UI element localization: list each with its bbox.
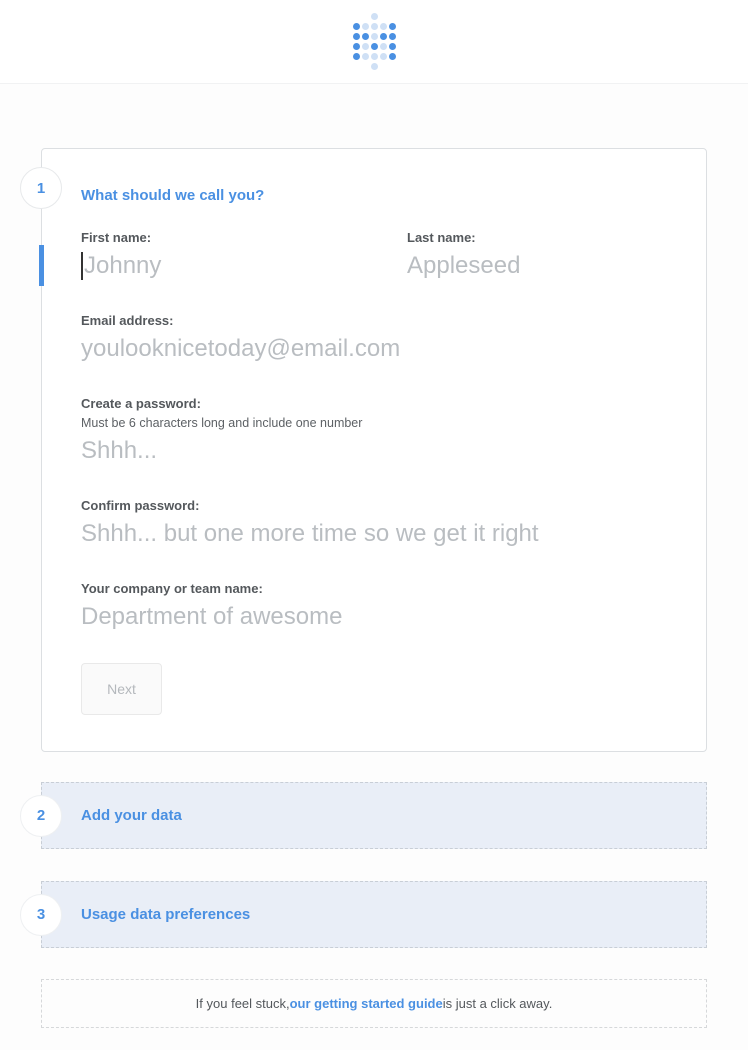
step-1-number: 1 (36, 179, 46, 197)
getting-started-link[interactable]: our getting started guide (289, 996, 443, 1011)
last-name-field-group (407, 230, 667, 281)
first-name-input[interactable] (81, 251, 407, 281)
step-2-number: 2 (36, 807, 46, 824)
step-3-panel[interactable] (36, 881, 707, 948)
last-name-input[interactable] (407, 251, 667, 281)
step-2-panel[interactable] (36, 782, 707, 849)
step-1-badge (20, 167, 62, 209)
step-3-badge (20, 894, 62, 936)
confirm-password-input[interactable] (81, 519, 667, 549)
text-caret (81, 252, 83, 280)
company-input[interactable] (81, 602, 667, 632)
password-hint: Must be 6 characters long and include one number (81, 416, 363, 430)
step-1-panel (36, 148, 707, 752)
step-2-badge (20, 795, 62, 837)
step-1-title: What should we call you? (81, 187, 265, 204)
app-header (0, 0, 748, 84)
company-field-group (81, 581, 667, 632)
help-note-text-before: If you feel stuck, (195, 996, 290, 1011)
email-field-group (81, 313, 667, 364)
first-name-field-group (81, 230, 407, 281)
step-3-number: 3 (36, 906, 46, 923)
step-2-title: Add your data (81, 806, 182, 824)
password-input[interactable] (81, 436, 667, 466)
focused-field-indicator (39, 245, 44, 286)
next-button[interactable]: Next (81, 663, 162, 715)
signup-flow (36, 148, 707, 1028)
step-3-title: Usage data preferences (81, 905, 251, 923)
company-label: Your company or team name: (81, 581, 263, 596)
email-label: Email address: (81, 313, 174, 328)
confirm-password-field-group (81, 498, 667, 549)
help-note (41, 979, 707, 1028)
password-field-group (81, 396, 667, 466)
dot-grid-logo-icon (353, 13, 396, 70)
last-name-label: Last name: (407, 230, 476, 245)
password-label: Create a password: (81, 396, 201, 411)
confirm-password-label: Confirm password: (81, 498, 200, 513)
email-input[interactable] (81, 334, 667, 364)
help-note-text-after: is just a click away. (442, 996, 553, 1011)
first-name-label: First name: (81, 230, 152, 245)
